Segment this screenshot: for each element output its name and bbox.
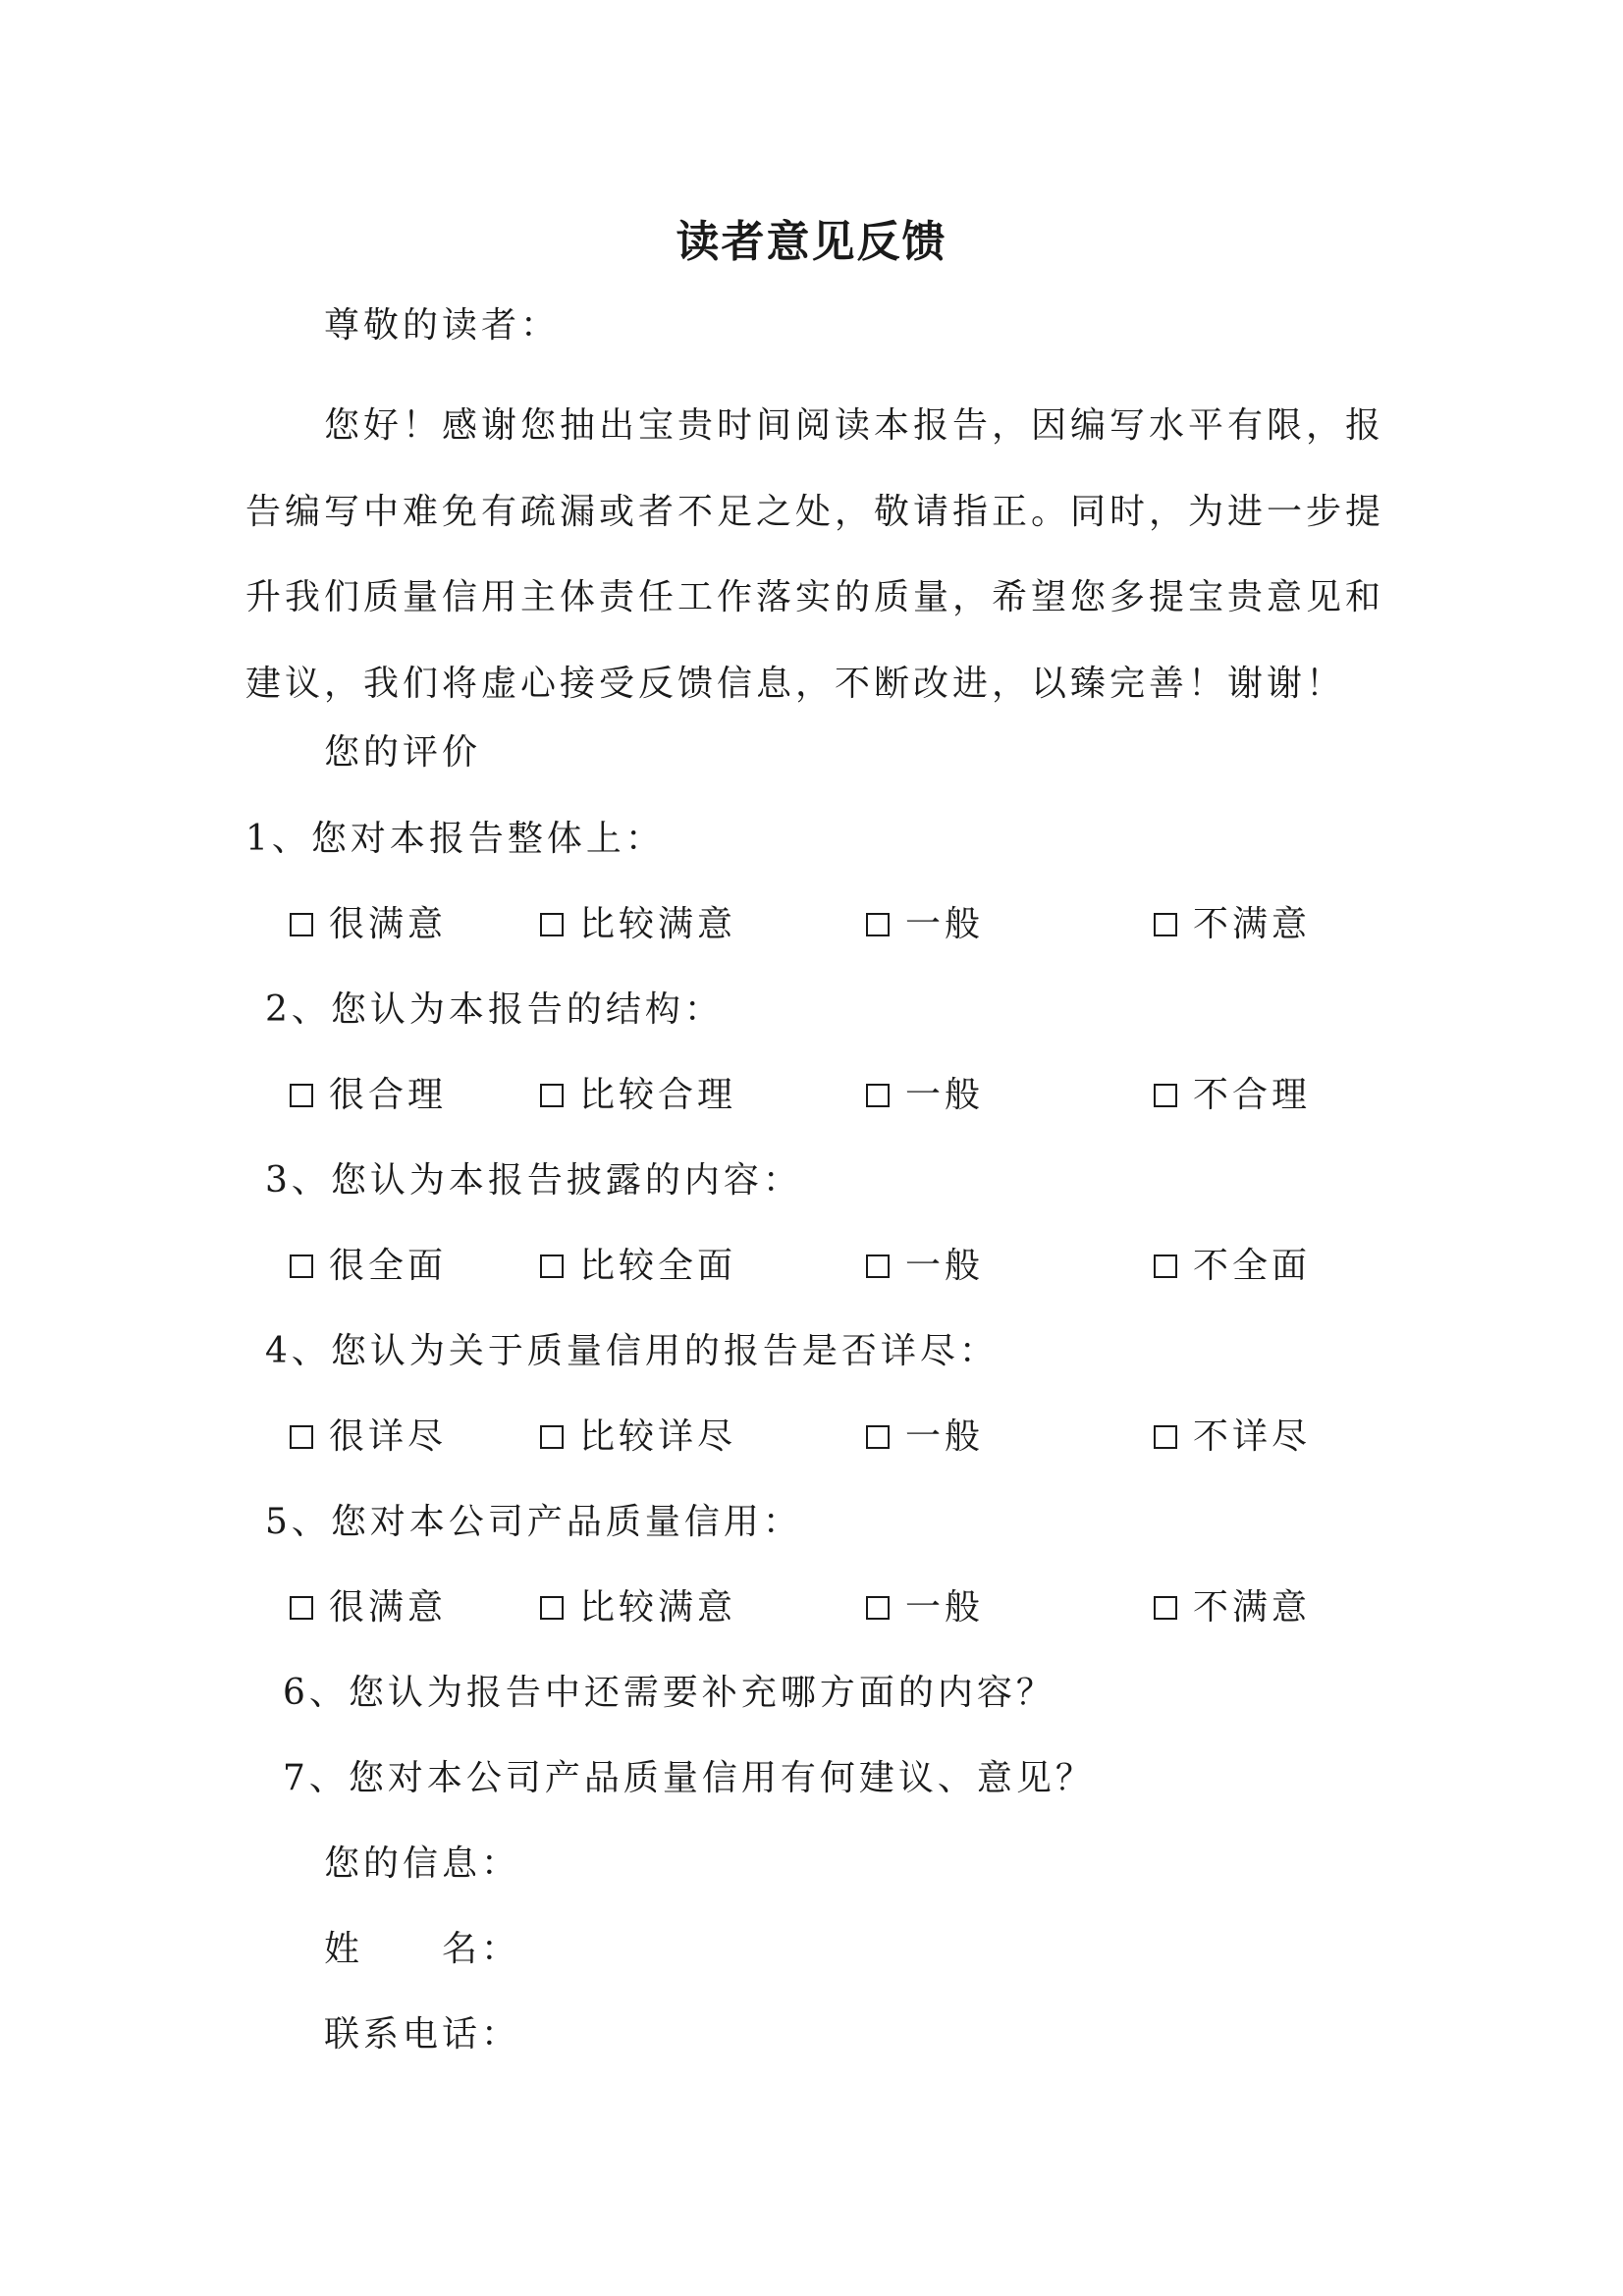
q3-option-1[interactable] <box>290 1245 447 1288</box>
q5-option-4[interactable] <box>1154 1586 1311 1629</box>
question-1: 1、您对本报告整体上： <box>245 819 665 859</box>
option-label: 很合理 <box>329 1075 448 1115</box>
q4-option-3[interactable] <box>866 1415 984 1459</box>
q3-option-4[interactable] <box>1154 1245 1311 1288</box>
q4-option-1[interactable] <box>290 1415 447 1459</box>
option-label: 很满意 <box>329 904 448 944</box>
checkbox[interactable] <box>290 1084 313 1107</box>
option-label: 一般 <box>905 904 985 944</box>
option-label: 不满意 <box>1193 904 1312 944</box>
option-label: 不全面 <box>1193 1246 1312 1286</box>
q1-option-2[interactable] <box>540 903 736 946</box>
option-label: 比较满意 <box>579 1587 737 1628</box>
q2-option-1[interactable] <box>290 1074 447 1117</box>
checkbox[interactable] <box>866 1596 890 1620</box>
checkbox[interactable] <box>866 1425 890 1449</box>
question-3: 3、您认为本报告披露的内容： <box>265 1160 802 1201</box>
checkbox[interactable] <box>1154 913 1177 936</box>
checkbox[interactable] <box>1154 1084 1177 1107</box>
checkbox[interactable] <box>1154 1425 1177 1449</box>
checkbox[interactable] <box>1154 1255 1177 1278</box>
option-label: 不详尽 <box>1193 1416 1312 1457</box>
page-title: 读者意见反馈 <box>676 217 947 267</box>
q2-option-2[interactable] <box>540 1074 736 1117</box>
q5-option-1[interactable] <box>290 1586 447 1629</box>
question-6: 6、您认为报告中还需要补充哪方面的内容？ <box>283 1673 1055 1713</box>
q5-option-3[interactable] <box>866 1586 984 1629</box>
option-label: 比较满意 <box>579 904 737 944</box>
option-label: 很满意 <box>329 1587 448 1628</box>
option-label: 比较合理 <box>579 1075 737 1115</box>
checkbox[interactable] <box>290 913 313 936</box>
phone-label: 联系电话： <box>324 2014 521 2055</box>
checkbox[interactable] <box>866 1084 890 1107</box>
q5-option-2[interactable] <box>540 1586 736 1629</box>
option-label: 比较详尽 <box>579 1416 737 1457</box>
checkbox[interactable] <box>290 1255 313 1278</box>
q3-option-2[interactable] <box>540 1245 736 1288</box>
checkbox[interactable] <box>540 1425 564 1449</box>
option-label: 一般 <box>905 1075 985 1115</box>
question-2: 2、您认为本报告的结构： <box>265 989 724 1030</box>
salutation: 尊敬的读者： <box>324 305 561 346</box>
option-label: 很全面 <box>329 1246 448 1286</box>
checkbox[interactable] <box>540 1596 564 1620</box>
option-label: 很详尽 <box>329 1416 448 1457</box>
q1-option-1[interactable] <box>290 903 447 946</box>
checkbox[interactable] <box>290 1425 313 1449</box>
checkbox[interactable] <box>866 1255 890 1278</box>
option-label: 一般 <box>905 1416 985 1457</box>
question-4: 4、您认为关于质量信用的报告是否详尽： <box>265 1331 999 1371</box>
option-label: 不满意 <box>1193 1587 1312 1628</box>
q1-option-4[interactable] <box>1154 903 1311 946</box>
question-7: 7、您对本公司产品质量信用有何建议、意见？ <box>283 1758 1095 1798</box>
option-label: 比较全面 <box>579 1246 737 1286</box>
checkbox[interactable] <box>540 913 564 936</box>
question-5: 5、您对本公司产品质量信用： <box>265 1502 802 1542</box>
q4-option-4[interactable] <box>1154 1415 1311 1459</box>
q2-option-3[interactable] <box>866 1074 984 1117</box>
evaluation-heading: 您的评价 <box>324 732 482 773</box>
checkbox[interactable] <box>866 913 890 936</box>
checkbox[interactable] <box>540 1255 564 1278</box>
option-label: 一般 <box>905 1246 985 1286</box>
q3-option-3[interactable] <box>866 1245 984 1288</box>
intro-paragraph: 您好！感谢您抽出宝贵时间阅读本报告，因编写水平有限，报告编写中难免有疏漏或者不足之处，敬请指正。同时，为进一步提升我们质量信用主体责任工作落实的质量，希望您多提宝贵意见和建议，我们将虚心接受反馈信息，不断改进，以臻完善！谢谢！ <box>245 405 1385 704</box>
q1-option-3[interactable] <box>866 903 984 946</box>
checkbox[interactable] <box>1154 1596 1177 1620</box>
checkbox[interactable] <box>290 1596 313 1620</box>
name-label: 姓 名： <box>324 1929 521 1969</box>
option-label: 一般 <box>905 1587 985 1628</box>
q2-option-4[interactable] <box>1154 1074 1311 1117</box>
info-heading: 您的信息： <box>324 1843 521 1884</box>
checkbox[interactable] <box>540 1084 564 1107</box>
option-label: 不合理 <box>1193 1075 1312 1115</box>
q4-option-2[interactable] <box>540 1415 736 1459</box>
